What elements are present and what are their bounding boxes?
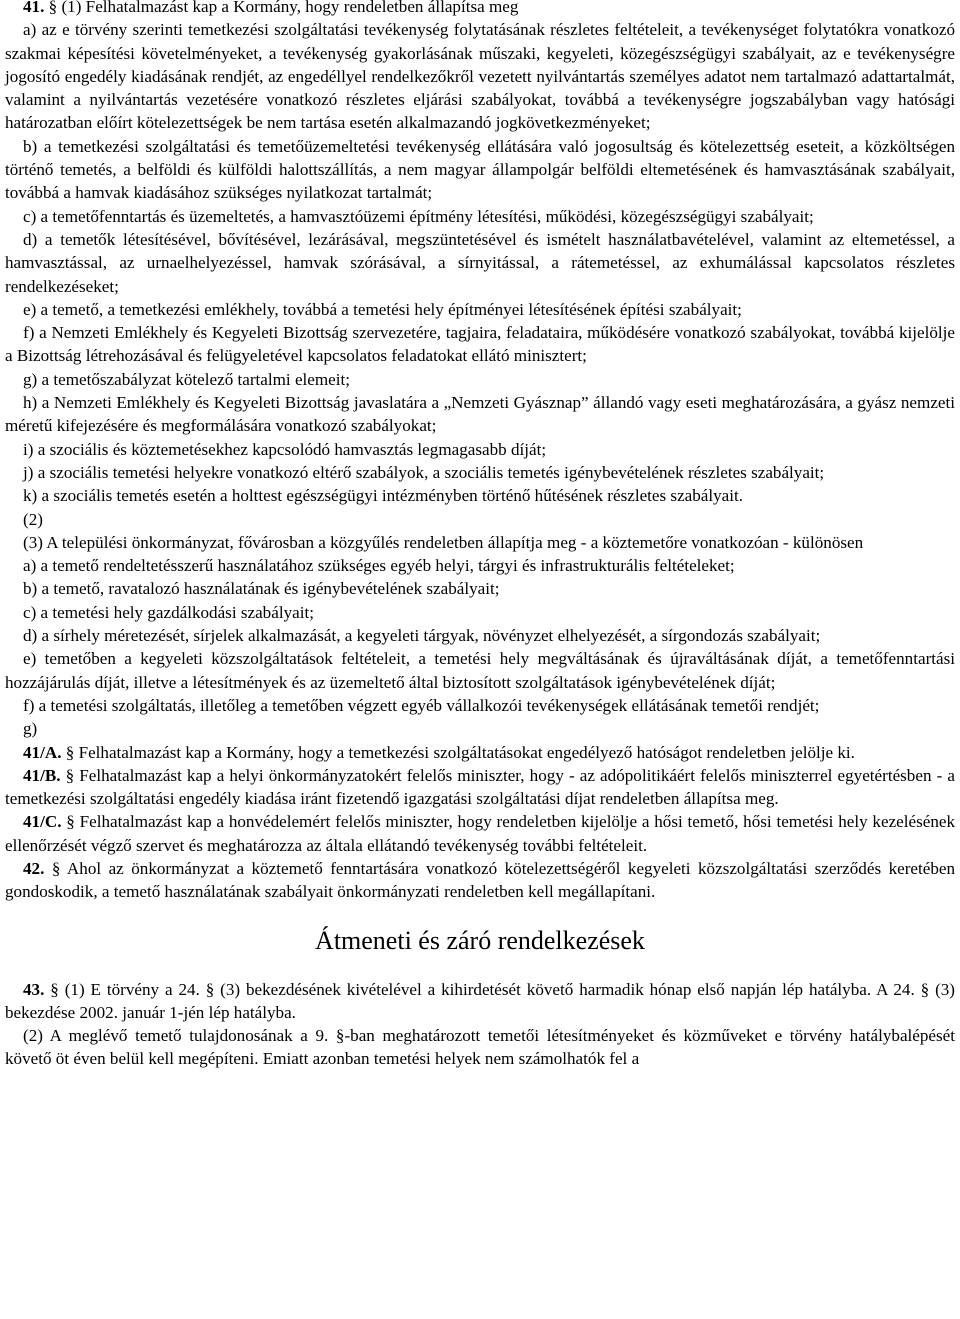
paragraph-41a (5, 741, 955, 764)
section-number: 41. (23, 0, 45, 16)
paragraph-text: § (1) E törvény a 24. § (3) bekezdésének kivételével a kihirdetését követő harmadik hónap első napján lép hatályba. A 24. § (3) bekezdése 2002. január 1-jén lép hatályba. (5, 979, 955, 1022)
list-item: b) a temető, ravatalozó használatának és igénybevételének szabályait; (23, 579, 500, 599)
paragraph-43 (5, 978, 955, 1025)
section-number: 43. (23, 979, 45, 999)
section-number: 42. (23, 858, 45, 878)
list-item: (2) (23, 509, 43, 529)
list-item: c) a temetési hely gazdálkodási szabályait; (23, 602, 314, 622)
paragraph-41b (5, 764, 955, 811)
list-item: g) a temetőszabályzat kötelező tartalmi elemeit; (23, 369, 351, 389)
paragraph-42 (5, 857, 955, 904)
list-item: d) a sírhely méretezését, sírjelek alkalmazását, a kegyeleti tárgyak, növényzet elhelyezését, a sírgondozás szabályait; (23, 626, 821, 646)
list-item: h) a Nemzeti Emlékhely és Kegyeleti Bizottság javaslatára a „Nemzeti Gyásznap” állandó vagy eseti meghatározására, a gyász nemzeti méretű kifejezésére és megformálására vonatkozó szabályokat; (5, 393, 955, 436)
paragraph-text: § (1) Felhatalmazást kap a Kormány, hogy rendeletben állapítsa meg (48, 0, 519, 16)
paragraph-text: § Ahol az önkormányzat a köztemető fenntartására vonatkozó kötelezettségéről kegyeleti közszolgáltatási szerződés keretében gondoskodik, a temető használatának szabályait önkormányzati rendeletben kell megállapítani. (5, 858, 956, 902)
paragraph-text: § Felhatalmazást kap a honvédelemért felelős miniszter, hogy rendeletben kijelölje a hősi temető, hősi temetési hely kezelésének ellenőrzését végző szervet és meghatározza az általa ellátandó tevékenység további feltételeit. (5, 812, 955, 855)
document-body (5, 0, 955, 1071)
paragraph-41c (5, 810, 955, 857)
list-item: c) a temetőfenntartás és üzemeltetés, a hamvasztóüzemi építmény létesítési, működési, közegészségügyi szabályait; (23, 206, 814, 226)
section-number: 41/B. (23, 765, 61, 785)
list-item: j) a szociális temetési helyekre vonatkozó eltérő szabályok, a szociális temetés igénybevételének részletes szabályait; (23, 462, 825, 482)
list-item: e) a temető, a temetkezési emlékhely, továbbá a temetési hely építményei létesítésének építési szabályait; (23, 299, 742, 319)
list-item: d) a temetők létesítésével, bővítésével, lezárásával, megszüntetésével és ismételt használatbavételével, valamint az eltemetéssel, a hamvasztással, az urnaelhelyezéssel, hamvak szórásával, a sírnyitással, a rátemetéssel, az exhumálással kapcsolatos részletes rendelkezéseket; (5, 229, 955, 296)
list-item: a) az e törvény szerinti temetkezési szolgáltatási tevékenység folytatásának részletes feltételeit, a tevékenységet folytatókra vonatkozó szakmai képesítési követelményeket, a tevékenység gyakorlásának műszaki, kegyeleti, közegészségügyi szabályait, az e tevékenységre jogosító engedély kiadásának rendjét, az engedéllyel rendelkezőkről vezetett nyilvántartás személyes adatot nem tartalmazó adattartalmát, valamint a nyilvántartás vezetésére vonatkozó részletes eljárási szabályokat, továbbá a tevékenységre jogszabályban vagy hatósági határozatban előírt kötelezettségek be nem tartása esetén alkalmazandó jogkövetkezményeket; (5, 20, 955, 133)
list-item: (3) A települési önkormányzat, fővárosban a közgyűlés rendeletben állapítja meg - a köztemetőre vonatkozóan - különösen (23, 532, 864, 552)
section-number: 41/A. (23, 742, 62, 762)
section-number: 41/C. (23, 812, 62, 832)
list-item: k) a szociális temetés esetén a holttest egészségügyi intézményben történő hűtésének részletes szabályait. (23, 486, 744, 506)
list-item: a) a temető rendeltetésszerű használatához szükséges egyéb helyi, tárgyi és infrastrukturális feltételeket; (23, 556, 735, 576)
paragraph-41 (5, 0, 955, 18)
paragraph-43-2: (2) A meglévő temető tulajdonosának a 9. §-ban meghatározott temetői létesítményeket és közműveket e törvény hatálybalépését követő öt éven belül kell megépíteni. Emiatt azonban temetési helyek nem számolhatók fel a (5, 1026, 955, 1069)
list-item: i) a szociális és köztemetésekhez kapcsolódó hamvasztás legmagasabb díját; (23, 439, 547, 459)
list-item: f) a Nemzeti Emlékhely és Kegyeleti Bizottság szervezetére, tagjaira, feladataira, működésére vonatkozó szabályokat, továbbá kijelölje a Bizottság létrehozásával és felügyeletével kapcsolatos feladatokat ellátó minisztert; (5, 323, 955, 366)
list-item: e) temetőben a kegyeleti közszolgáltatások feltételeit, a temetési hely megváltásának és újraváltásának díját, a temetőfenntartási hozzájárulás díját, illetve a létesítmények és az üzemeltető által biztosított szolgáltatások igénybevételének díját; (5, 649, 955, 692)
chapter-heading: Átmeneti és záró rendelkezések (315, 925, 645, 955)
paragraph-text: § Felhatalmazást kap a Kormány, hogy a temetkezési szolgáltatásokat engedélyező hatóságot rendeletben jelölje ki. (65, 742, 855, 762)
paragraph-text: § Felhatalmazást kap a helyi önkormányzatokért felelős miniszter, hogy - az adópolitikáért felelős miniszterrel egyetértésben - a temetkezési szolgáltatási engedély kiadása iránt fizetendő igazgatási szolgáltatási díjat rendeletben állapítsa meg. (5, 765, 955, 809)
list-item: f) a temetési szolgáltatás, illetőleg a temetőben végzett egyéb vállalkozói tevékenységek ellátásának temetői rendjét; (23, 695, 820, 715)
list-item: g) (23, 719, 38, 739)
list-item: b) a temetkezési szolgáltatási és temetőüzemeltetési tevékenység ellátására való jogosultság és kötelezettség eseteit, a közköltségen történő temetés, a belföldi és külföldi halottszállítás, a nem magyar állampolgár belföldi eltemetésének és hamvasztásának szabályait, továbbá a hamvak kiadásához szükséges nyilatkozat tartalmát; (5, 136, 955, 203)
